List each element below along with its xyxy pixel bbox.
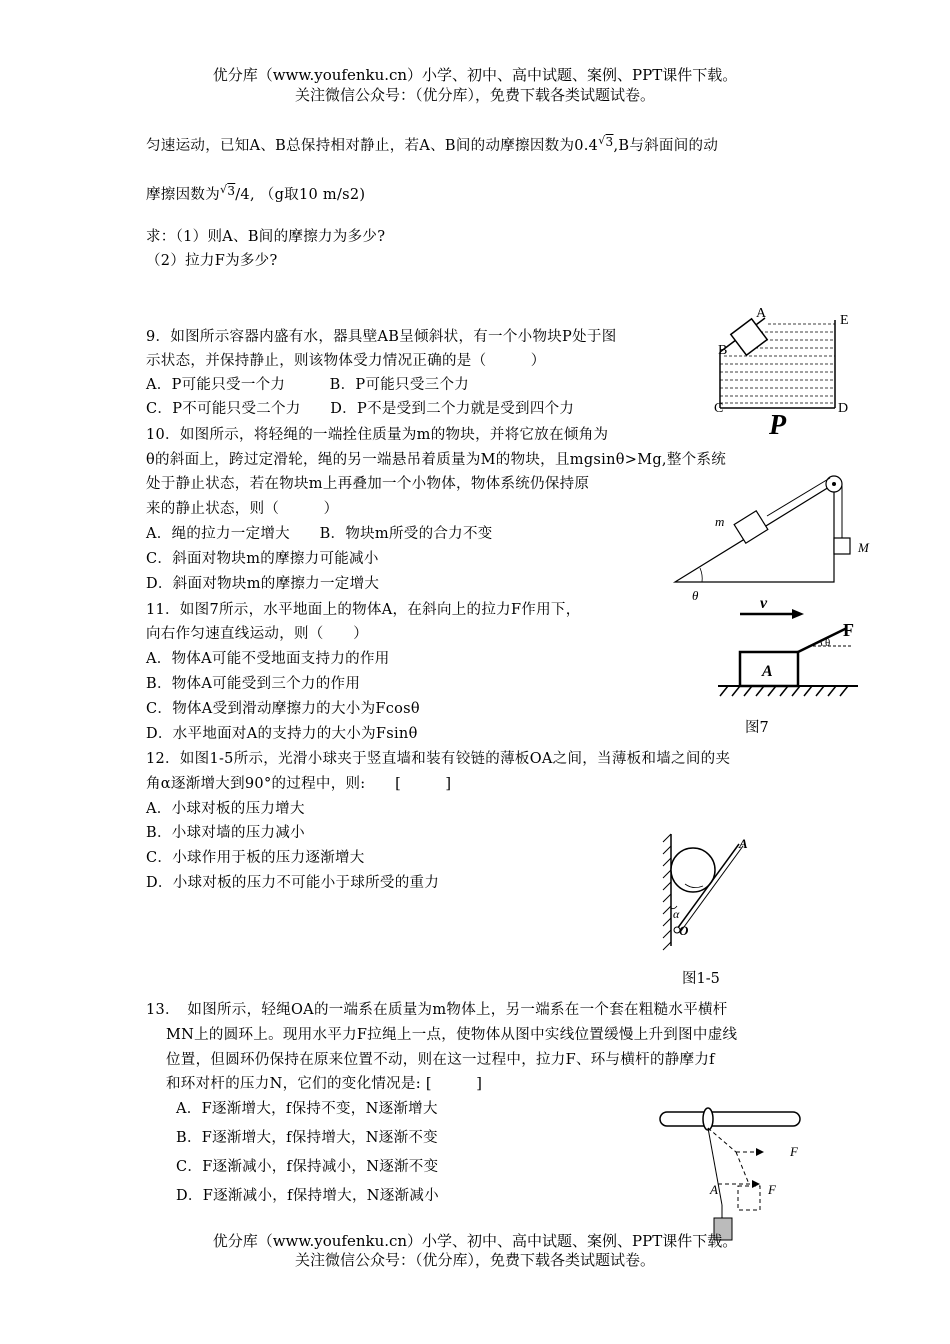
q10-stem-4: 来的静止状态，则（ ） bbox=[146, 501, 339, 517]
q13-option-d: D．F逐渐减小，f保持增大，N逐渐减小 bbox=[176, 1188, 439, 1204]
label-a: A bbox=[756, 306, 767, 321]
label-a: A bbox=[710, 1182, 718, 1197]
q9-stem-2: 示状态，并保持静止，则该物体受力情况正确的是（ ） bbox=[146, 353, 546, 369]
q11-stem-2: 向右作匀速直线运动，则（ ） bbox=[146, 626, 368, 642]
q11-option-b: B．物体A可能受到三个力的作用 bbox=[146, 676, 361, 692]
sqrt-sign: √ bbox=[220, 183, 228, 196]
q11-figure bbox=[712, 592, 862, 702]
label-f-bottom: F bbox=[768, 1182, 776, 1197]
block-m bbox=[734, 511, 768, 543]
label-m: m bbox=[715, 514, 725, 529]
label-o: O bbox=[679, 923, 689, 938]
q8-line-1-radicand: 3 bbox=[605, 135, 614, 149]
q13-stem-4: 和环对杆的压力N，它们的变化情况是: [ ] bbox=[166, 1076, 483, 1092]
force-f-line bbox=[798, 628, 847, 652]
q10-stem-2: θ的斜面上，跨过定滑轮，绳的另一端悬吊着质量为M的物块，且mgsinθ>Mg,整个系统 bbox=[146, 452, 727, 468]
block-big-m bbox=[834, 538, 850, 554]
label-v: v bbox=[760, 595, 768, 612]
q12-option-d: D．小球对板的压力不可能小于球所受的重力 bbox=[146, 875, 440, 891]
label-b: B bbox=[718, 343, 728, 358]
q12-option-a: A．小球对板的压力增大 bbox=[146, 801, 305, 817]
header-line-1: 优分库（www.youfenku.cn）小学、初中、高中试题、案例、PPT课件下载。 bbox=[212, 66, 738, 84]
rope-incline bbox=[767, 478, 830, 516]
ring bbox=[703, 1108, 713, 1130]
force-f-dashed-head bbox=[756, 1148, 764, 1156]
q12-option-c: C．小球作用于板的压力逐渐增大 bbox=[146, 850, 365, 866]
q8-line-1 bbox=[146, 131, 718, 156]
sqrt-sign: √ bbox=[598, 134, 606, 147]
wall-hatch bbox=[663, 834, 671, 950]
q11-figure-caption: 图7 bbox=[745, 720, 769, 736]
q8-line-2-radicand: 3 bbox=[227, 184, 236, 198]
label-p: P bbox=[769, 410, 787, 441]
label-e: E bbox=[840, 313, 849, 328]
q12-figure bbox=[655, 826, 755, 951]
footer-line-1: 优分库（www.youfenku.cn）小学、初中、高中试题、案例、PPT课件下载。 bbox=[212, 1232, 738, 1250]
q9-stem-1: 9．如图所示容器内盛有水，器具壁AB呈倾斜状，有一个小物块P处于图 bbox=[146, 329, 617, 345]
label-theta: θ bbox=[692, 588, 699, 603]
label-f-top: F bbox=[790, 1144, 798, 1159]
ground-hatch bbox=[720, 686, 848, 696]
q13-figure bbox=[656, 1100, 816, 1245]
q12-figure-caption: 图1-5 bbox=[682, 971, 720, 987]
q10-stem-1: 10．如图所示，将轻绳的一端拴住质量为m的物块，并将它放在倾角为 bbox=[146, 427, 609, 443]
q10-option-c: C．斜面对物块m的摩擦力可能减小 bbox=[146, 551, 379, 567]
force-f-solid-head bbox=[752, 1180, 760, 1188]
q8-ask-2: （2）拉力F为多少? bbox=[146, 253, 278, 269]
q9-options-ab: A．P可能只受一个力 B．P可能只受三个力 bbox=[146, 377, 470, 393]
header-line-2: 关注微信公众号：（优分库），免费下载各类试题试卷。 bbox=[294, 86, 655, 104]
q13-stem-2: MN上的圆环上。现用水平力F拉绳上一点，使物体从图中实线位置缓慢上升到图中虚线 bbox=[166, 1027, 738, 1043]
block-dashed bbox=[738, 1186, 760, 1210]
label-big-m: M bbox=[858, 540, 869, 555]
q10-options-ab: A．绳的拉力一定增大 B．物块m所受的合力不变 bbox=[146, 526, 493, 542]
q13-stem-1: 13． 如图所示，轻绳OA的一端系在质量为m物体上，另一端系在一个套在粗糙水平横杆 bbox=[146, 1002, 728, 1018]
q12-option-b: B．小球对墙的压力减小 bbox=[146, 825, 305, 841]
label-d: D bbox=[838, 401, 849, 416]
q10-stem-3: 处于静止状态，若在物块m上再叠加一个小物体，物体系统仍保持原 bbox=[146, 476, 590, 492]
q8-line-2 bbox=[146, 180, 365, 205]
bar-mn bbox=[660, 1112, 800, 1126]
label-alpha: α bbox=[673, 907, 680, 921]
q13-option-c: C．F逐渐减小，f保持减小，N逐渐不变 bbox=[176, 1159, 439, 1175]
label-a: A bbox=[739, 836, 748, 851]
q11-option-a: A．物体A可能不受地面支持力的作用 bbox=[146, 651, 390, 667]
q13-option-a: A．F逐渐增大，f保持不变，N逐渐增大 bbox=[176, 1101, 438, 1117]
q13-option-b: B．F逐渐增大，f保持增大，N逐渐不变 bbox=[176, 1130, 438, 1146]
pulley-axle bbox=[832, 482, 836, 486]
q10-option-d: D．斜面对物块m的摩擦力一定增大 bbox=[146, 576, 380, 592]
q10-figure-incline bbox=[670, 468, 890, 608]
velocity-arrow-head bbox=[792, 609, 804, 619]
q11-option-d: D．水平地面对A的支持力的大小为Fsinθ bbox=[146, 726, 418, 742]
q12-stem-2: 角α逐渐增大到90°的过程中，则: [ ] bbox=[146, 776, 452, 792]
q8-line-2-post: /4, （g取10 m/s2) bbox=[235, 187, 366, 203]
footer-line-2: 关注微信公众号：（优分库），免费下载各类试题试卷。 bbox=[294, 1251, 655, 1269]
q8-ask-1: 求：（1）则A、B间的摩擦力为多少? bbox=[146, 229, 386, 245]
q8-line-1-pre: 匀速运动，已知A、B总保持相对静止，若A、B间的动摩擦因数为0.4 bbox=[146, 138, 599, 154]
q12-stem-1: 12．如图1-5所示，光滑小球夹于竖直墙和装有铰链的薄板OA之间，当薄板和墙之间的夹 bbox=[146, 751, 731, 767]
q8-line-1-post: ,B与斜面间的动 bbox=[613, 138, 719, 154]
label-theta: θ bbox=[825, 637, 831, 649]
angle-arc bbox=[700, 568, 702, 582]
label-a: A bbox=[762, 663, 773, 680]
rope-dashed-lower bbox=[736, 1152, 749, 1184]
block-p bbox=[731, 319, 767, 355]
q13-stem-3: 位置，但圆环仍保持在原来位置不动，则在这一过程中，拉力F、环与横杆的静摩力f bbox=[166, 1052, 715, 1068]
q11-option-c: C．物体A受到滑动摩擦力的大小为Fcosθ bbox=[146, 701, 420, 717]
q9-options-cd: C．P不可能只受二个力 D．P不是受到二个力就是受到四个力 bbox=[146, 401, 575, 417]
q11-stem-1: 11．如图7所示，水平地面上的物体A，在斜向上的拉力F作用下， bbox=[146, 602, 581, 618]
label-c: C bbox=[714, 401, 724, 416]
label-f: F bbox=[843, 620, 854, 640]
q9-figure-container bbox=[700, 302, 860, 442]
q8-line-2-pre: 摩擦因数为 bbox=[146, 187, 220, 203]
